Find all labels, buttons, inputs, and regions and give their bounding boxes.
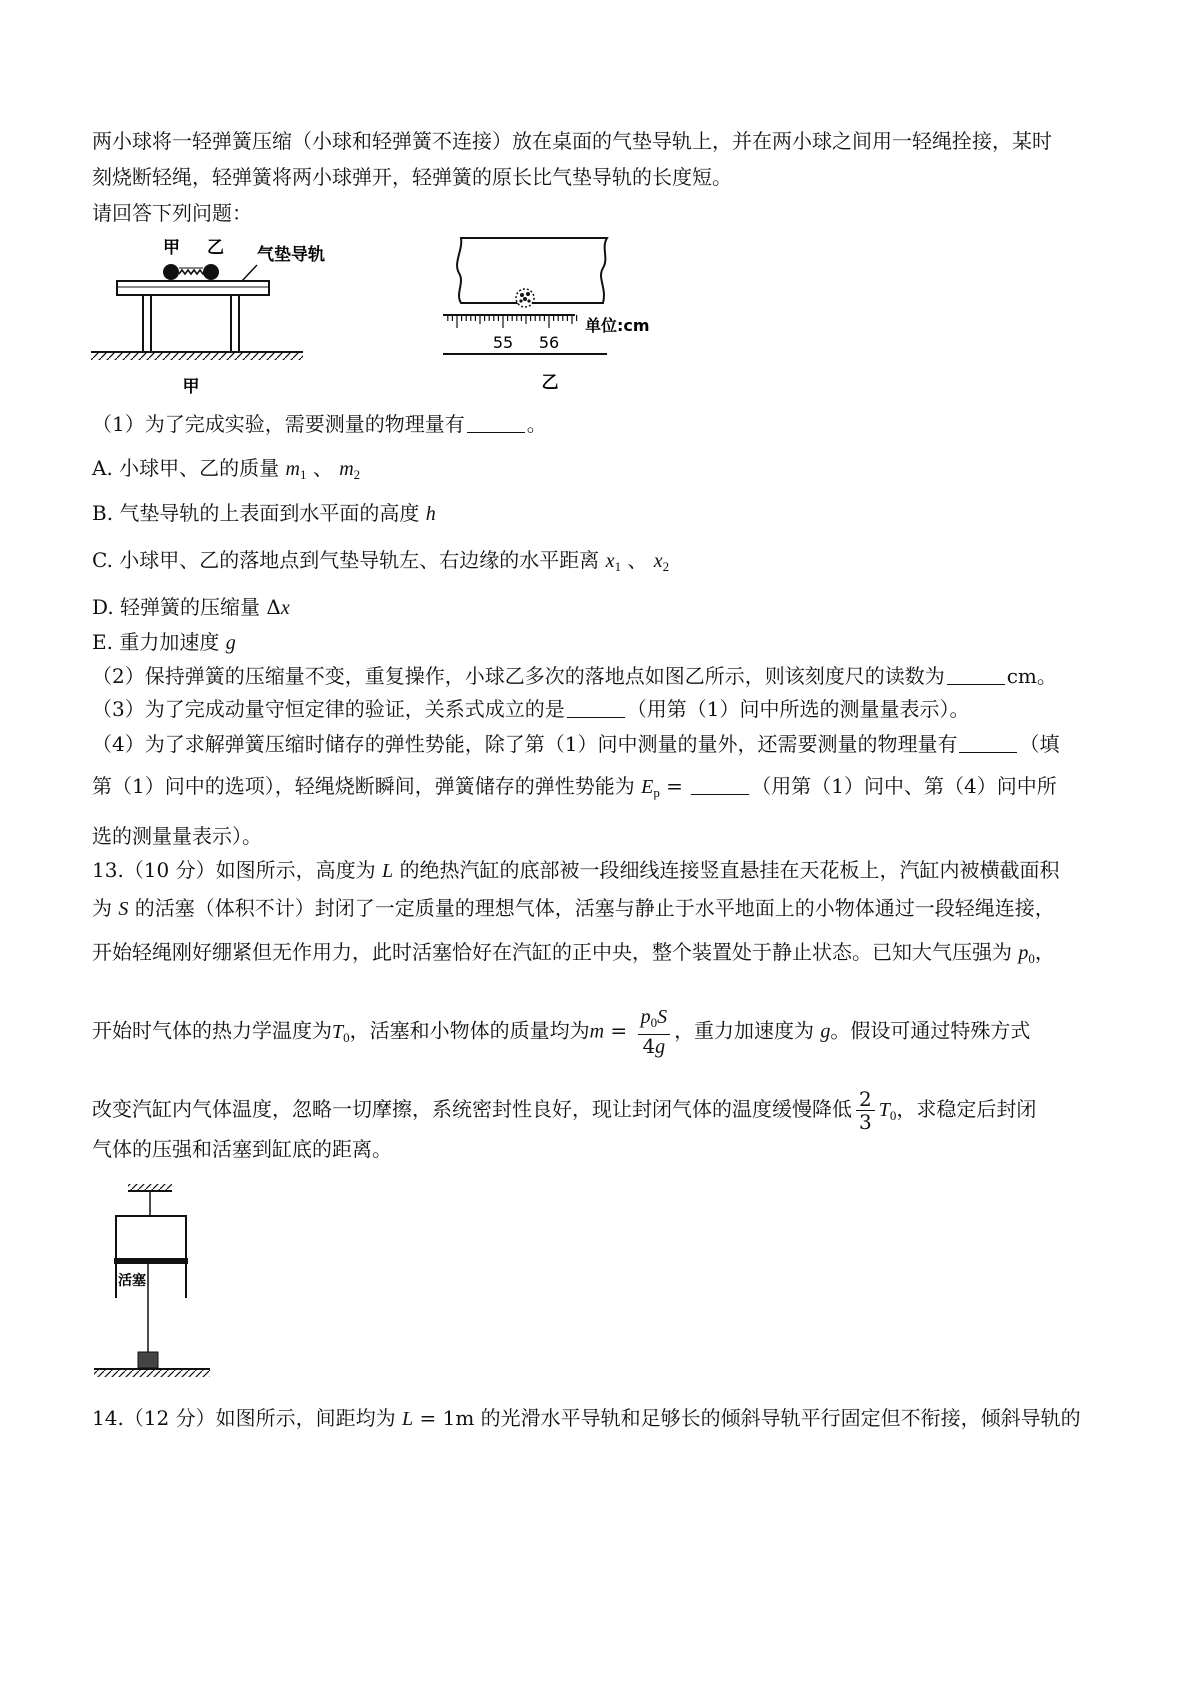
intro-line-2: 刻烧断轻绳，轻弹簧将两小球弹开，轻弹簧的原长比气垫导轨的长度短。 <box>92 165 732 189</box>
q1-option-b: B. 气垫导轨的上表面到水平面的高度 h <box>92 501 436 525</box>
tick-label-56: 56 <box>538 333 560 352</box>
q4-line-2-end: （用第（1）问中、第（4）问中所 <box>751 774 1057 798</box>
landing-points <box>516 289 534 307</box>
figure-ruler <box>435 228 685 398</box>
p13-line-1b: 的绝热汽缸的底部被一段细线连接竖直悬挂在天花板上，汽缸内被横截面积 <box>399 858 1060 882</box>
p13-line-1: 13.（10 分）如图所示，高度为 L 的绝热汽缸的底部被一段细线连接竖直悬挂在天花板上，汽缸内被横截面积 <box>92 858 1060 882</box>
intro-line-3: 请回答下列问题： <box>92 201 252 225</box>
figure-air-track <box>85 230 355 400</box>
q4-line-2-text: 第（1）问中的选项），轻绳烧断瞬间，弹簧储存的弹性势能为 <box>92 774 635 798</box>
p13-line-5b: ，求稳定后封闭 <box>896 1097 1037 1121</box>
table-leg-right <box>231 295 239 352</box>
q4-blank-2[interactable] <box>691 776 749 795</box>
ruler-unit: 单位:cm <box>585 316 650 335</box>
piston <box>114 1258 188 1264</box>
q4-line-1 <box>92 730 1059 758</box>
q3 <box>92 695 969 723</box>
mass-fraction: $\frac{p_0S}{4g}$ <box>638 1006 671 1058</box>
q1-option-e-text: E. 重力加速度 <box>92 630 220 654</box>
p13-line-2: 为 S 的活塞（体积不计）封闭了一定质量的理想气体，活塞与静止于水平地面上的小物体通过一段轻绳连接， <box>92 896 1055 920</box>
two-thirds-fraction: $\frac{2}{3}$ <box>856 1088 875 1133</box>
table-leg-left <box>143 295 151 352</box>
q3-end: （用第（1）问中所选的测量量表示）。 <box>626 697 970 721</box>
p13-line-4b: ，活塞和小物体的质量均为 <box>349 1018 590 1043</box>
spring <box>179 270 205 274</box>
q1-blank[interactable] <box>467 414 525 433</box>
air-track-pointer <box>241 265 257 282</box>
ceiling-hatch <box>128 1184 172 1190</box>
p13-line-4: 开始时气体的热力学温度为$T_0$，活塞和小物体的质量均为m = $\frac{p_0S}{4g}$ ，重力加速度为 g。假设可通过特殊方式 <box>92 1006 1031 1058</box>
p13-line-1a: 13.（10 分）如图所示，高度为 <box>92 858 376 882</box>
q1-option-e: E. 重力加速度 g <box>92 630 236 654</box>
q1-stem-text: （1）为了完成实验，需要测量的物理量有 <box>92 412 465 436</box>
q2-blank[interactable] <box>947 666 1005 685</box>
p13-line-6: 气体的压强和活塞到缸底的距离。 <box>92 1137 392 1161</box>
q4-line-2: 第（1）问中的选项），轻绳烧断瞬间，弹簧储存的弹性势能为 $E_p$ = （用第（1）问中、第（4）问中所 <box>92 774 1057 800</box>
p13-line-3: 开始轻绳刚好绷紧但无作用力，此时活塞恰好在汽缸的正中央，整个装置处于静止状态。已知大气压强为 $p_0$， <box>92 940 1055 966</box>
figure-jia-caption: 甲 <box>182 377 200 397</box>
q1-option-b-text: B. 气垫导轨的上表面到水平面的高度 <box>92 501 420 525</box>
ball-jia <box>163 264 179 280</box>
p13-line-4c: ，重力加速度为 <box>674 1018 815 1043</box>
q4-blank-1[interactable] <box>959 734 1017 753</box>
figure-cylinder <box>90 1182 220 1382</box>
intro-line-1: 两小球将一轻弹簧压缩（小球和轻弹簧不连接）放在桌面的气垫导轨上，并在两小球之间用一轻绳拴接，某时 <box>92 129 1052 153</box>
p13-line-3-text: 开始轻绳刚好绷紧但无作用力，此时活塞恰好在汽缸的正中央，整个装置处于静止状态。已知大气压强为 <box>92 940 1012 964</box>
air-track-label: 气垫导轨 <box>257 245 325 265</box>
q2 <box>92 662 1057 690</box>
p13-line-2a: 为 <box>92 896 112 920</box>
floor-hatch <box>94 1370 210 1377</box>
p13-line-5: 改变汽缸内气体温度，忽略一切摩擦，系统密封性良好，现让封闭气体的温度缓慢降低 $\frac{2}{3}$ $T_0$，求稳定后封闭 <box>92 1087 1037 1134</box>
q1-stem-end: 。 <box>526 412 547 436</box>
q1-option-c: C. 小球甲、乙的落地点到气垫导轨左、右边缘的水平距离 $x_1$ 、 $x_2$ <box>92 548 670 574</box>
q1-option-a: A. 小球甲、乙的质量 $m_1$ 、 $m_2$ <box>92 456 361 482</box>
tick-label-55: 55 <box>492 333 514 352</box>
small-block <box>138 1352 158 1368</box>
p13-line-4a: 开始时气体的热力学温度为 <box>92 1018 332 1043</box>
p13-line-5a: 改变汽缸内气体温度，忽略一切摩擦，系统密封性良好，现让封闭气体的温度缓慢降低 <box>92 1097 852 1121</box>
figure-yi-caption: 乙 <box>541 373 559 393</box>
q3-blank[interactable] <box>567 699 625 718</box>
q2-end: cm。 <box>1006 664 1057 688</box>
piston-label: 活塞 <box>118 1273 146 1289</box>
ball-jia-label: 甲 <box>163 238 180 258</box>
p13-line-4d: 。假设可通过特殊方式 <box>830 1018 1031 1043</box>
ground-hatch <box>91 353 303 360</box>
q1-option-d-text: D. 轻弹簧的压缩量 <box>92 595 261 619</box>
p14-line-1a: 14.（12 分）如图所示，间距均为 <box>92 1406 396 1430</box>
ruler-ticks <box>448 315 577 328</box>
q3-text: （3）为了完成动量守恒定律的验证，关系式成立的是 <box>92 697 565 721</box>
q4-line-1-text: （4）为了求解弹簧压缩时储存的弹性势能，除了第（1）问中测量的量外，还需要测量的物理量有 <box>92 732 958 756</box>
p14-line-1: 14.（12 分）如图所示，间距均为 L = 1m 的光滑水平导轨和足够长的倾斜导轨平行固定但不衔接，倾斜导轨的 <box>92 1406 1081 1430</box>
q1-option-a-text: A. 小球甲、乙的质量 <box>92 456 280 480</box>
ball-yi <box>203 264 219 280</box>
q2-text: （2）保持弹簧的压缩量不变，重复操作，小球乙多次的落地点如图乙所示，则该刻度尺的读数为 <box>92 664 945 688</box>
q4-line-3: 选的测量量表示）。 <box>92 824 262 848</box>
q1-option-c-text: C. 小球甲、乙的落地点到气垫导轨左、右边缘的水平距离 <box>92 548 600 572</box>
p13-line-2b: 的活塞（体积不计）封闭了一定质量的理想气体，活塞与静止于水平地面上的小物体通过一段轻绳连接， <box>134 896 1055 920</box>
p14-line-1b: 的光滑水平导轨和足够长的倾斜导轨平行固定但不衔接，倾斜导轨的 <box>480 1406 1081 1430</box>
q1-stem <box>92 410 547 438</box>
q1-option-d: D. 轻弹簧的压缩量 Δx <box>92 595 290 619</box>
ball-yi-label: 乙 <box>207 238 224 258</box>
q4-line-1-end: （填 <box>1019 732 1060 756</box>
air-track-rail <box>117 281 269 295</box>
